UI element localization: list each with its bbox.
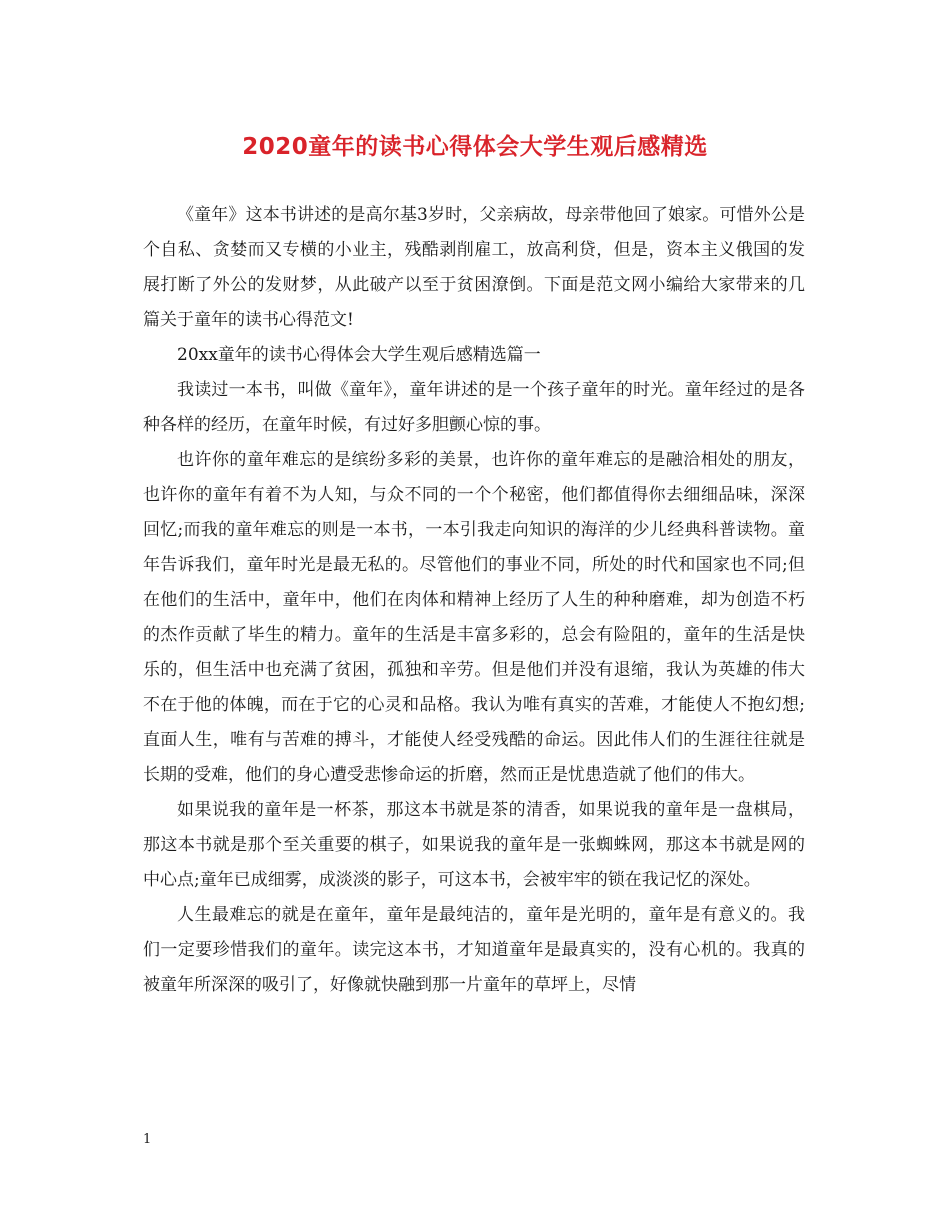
- paragraph-3: 如果说我的童年是一杯茶，那这本书就是茶的清香，如果说我的童年是一盘棋局，那这本书就是那个至关重要的棋子，如果说我的童年是一张蜘蛛网，那这本书就是网的中心点;童年已成细雾，成淡淡的影子，可这本书，会被牢牢的锁在我记忆的深处。: [143, 800, 805, 890]
- paragraph-2: 也许你的童年难忘的是缤纷多彩的美景，也许你的童年难忘的是融洽相处的朋友，也许你的童年有着不为人知，与众不同的一个个秘密，他们都值得你去细细品味，深深回忆;而我的童年难忘的则是一本书，一本引我走向知识的海洋的少儿经典科普读物。童年告诉我们，童年时光是最无私的。尽管他们的事业不同，所处的时代和国家也不同;但在他们的生活中，童年中，他们在肉体和精神上经历了人生的种种磨难，却为创造不朽的杰作贡献了毕生的精力。童年的生活是丰富多彩的，总会有险阻的，童年的生活是快乐的，但生活中也充满了贫困，孤独和辛劳。但是他们并没有退缩，我认为英雄的伟大不在于他的体魄，而在于它的心灵和品格。我认为唯有真实的苦难，才能使人不抱幻想;直面人生，唯有与苦难的搏斗，才能使人经受残酷的命运。因此伟人们的生涯往往就是长期的受难，他们的身心遭受悲惨命运的折磨，然而正是忧患造就了他们的伟大。: [143, 450, 805, 785]
- document-title: 2020童年的读书心得体会大学生观后感精选: [242, 134, 708, 160]
- document-body: [143, 198, 805, 1003]
- paragraph-4: 人生最难忘的就是在童年，童年是最纯洁的，童年是光明的，童年是有意义的。我们一定要珍惜我们的童年。读完这本书，才知道童年是最真实的，没有心机的。我真的被童年所深深的吸引了，好像就快融到那一片童年的草坪上，尽情: [143, 905, 805, 995]
- paragraph-1: 我读过一本书，叫做《童年》，童年讲述的是一个孩子童年的时光。童年经过的是各种各样的经历，在童年时候，有过好多胆颤心惊的事。: [143, 380, 805, 435]
- paragraph-section-heading: 20xx童年的读书心得体会大学生观后感精选篇一: [177, 345, 541, 365]
- paragraph-intro: 《童年》这本书讲述的是高尔基3岁时，父亲病故，母亲带他回了娘家。可惜外公是个自私、贪婪而又专横的小业主，残酷剥削雇工，放高利贷，但是，资本主义俄国的发展打断了外公的发财梦，从此破产以至于贫困潦倒。下面是范文网小编给大家带来的几篇关于童年的读书心得范文!: [143, 205, 805, 330]
- page-number: 1: [143, 1132, 152, 1147]
